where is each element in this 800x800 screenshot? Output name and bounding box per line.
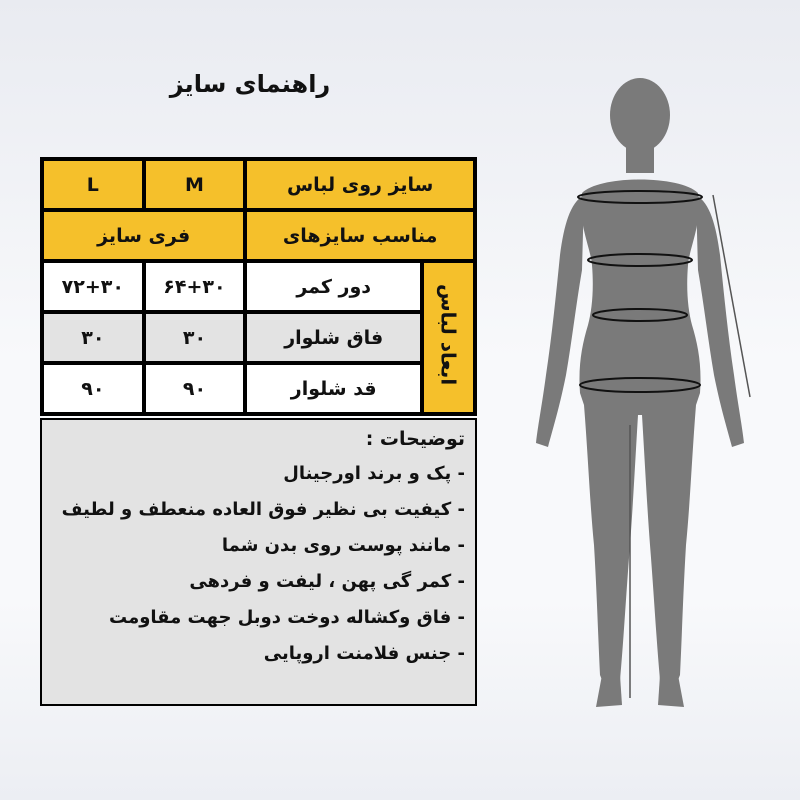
page-title: راهنمای سایز: [169, 70, 331, 98]
size-header-l: L: [42, 159, 144, 210]
head-shape: [610, 78, 670, 152]
notes-title: توضیحات :: [365, 428, 465, 450]
notes-item: - کمر گی پهن ، لیفت و فردهی: [189, 571, 465, 592]
notes-box: [40, 418, 477, 706]
length-label: قد شلوار: [245, 363, 422, 414]
fit-value: فری سایز: [42, 210, 245, 261]
rise-label: فاق شلوار: [245, 312, 422, 363]
notes-item: - کیفیت بی نظیر فوق العاده منعطف و لطیف: [61, 499, 465, 520]
waist-label: دور کمر: [245, 261, 422, 312]
notes-item: - مانند پوست روی بدن شما: [221, 535, 465, 556]
size-table: [40, 157, 477, 416]
left-arm-shape: [536, 195, 584, 447]
notes-item: - پک و برند اورجینال: [283, 463, 465, 484]
body-silhouette-figure: [520, 75, 770, 800]
size-header-m: M: [144, 159, 246, 210]
notes-list: [42, 456, 475, 672]
size-header-label: سایز روی لباس: [245, 159, 475, 210]
length-m: ۹۰: [144, 363, 246, 414]
rise-m: ۳۰: [144, 312, 246, 363]
neck-shape: [626, 143, 654, 173]
notes-item: - فاق وکشاله دوخت دوبل جهت مقاومت: [109, 607, 465, 628]
notes-item: - جنس فلامنت اروپایی: [263, 643, 465, 664]
rise-l: ۳۰: [42, 312, 144, 363]
right-foot-shape: [658, 675, 684, 707]
dimensions-side-label: [422, 261, 475, 414]
fit-label: مناسب سایزهای: [245, 210, 475, 261]
dimensions-side-text: ابعاد لباس: [436, 284, 461, 386]
length-l: ۹۰: [42, 363, 144, 414]
left-foot-shape: [596, 675, 622, 707]
waist-m: ۶۴+۳۰: [144, 261, 246, 312]
waist-l: ۷۲+۳۰: [42, 261, 144, 312]
